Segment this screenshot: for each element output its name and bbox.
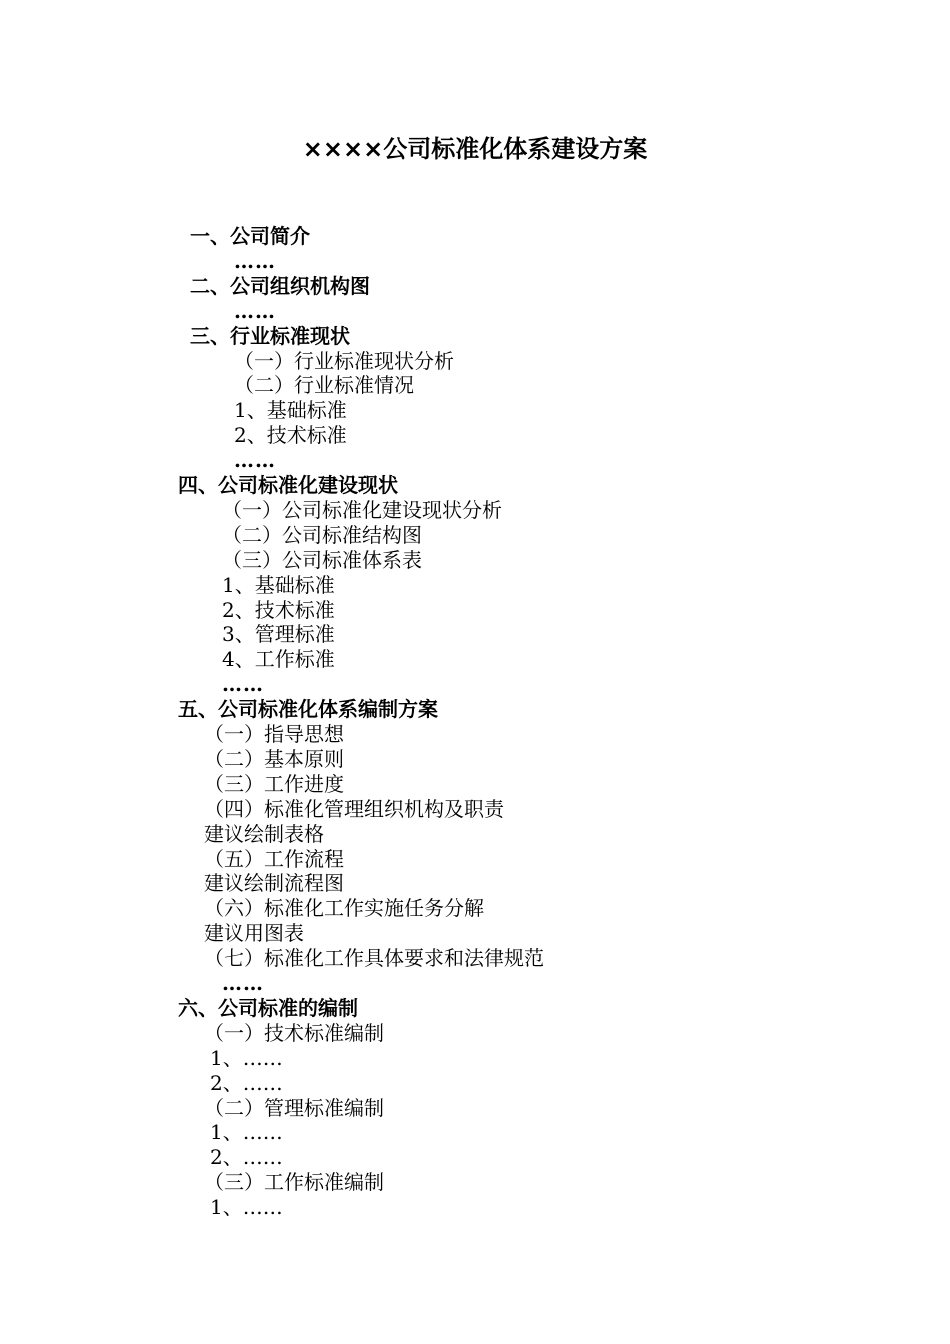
outline-line: （二）公司标准结构图 [222, 522, 422, 547]
outline-line: （四）标准化管理组织机构及职责 [204, 796, 504, 821]
outline-line: …… [234, 248, 276, 273]
outline-line: 1、基础标准 [234, 398, 347, 423]
outline-line: （一）技术标准编制 [204, 1020, 384, 1045]
outline-line: 2、技术标准 [222, 597, 335, 622]
outline-line: （二）管理标准编制 [204, 1095, 384, 1120]
outline-line: …… [234, 448, 276, 473]
page-title: ××××公司标准化体系建设方案 [302, 135, 648, 163]
outline-line: 1、基础标准 [222, 572, 335, 597]
outline-line: （五）工作流程 [204, 846, 344, 871]
outline-line: （二）行业标准情况 [234, 373, 414, 398]
outline-line: （一）行业标准现状分析 [234, 348, 454, 373]
outline-line: （三）公司标准体系表 [222, 547, 422, 572]
outline-line: （三）工作标准编制 [204, 1170, 384, 1195]
outline-line: 1、…… [210, 1045, 283, 1070]
outline-line: （三）工作进度 [204, 771, 344, 796]
outline-line: 二、公司组织机构图 [190, 273, 370, 298]
outline-line: 建议用图表 [204, 921, 304, 946]
outline-line: 2、…… [210, 1145, 283, 1170]
outline-line: （六）标准化工作实施任务分解 [204, 896, 484, 921]
outline-line: （七）标准化工作具体要求和法律规范 [204, 946, 544, 971]
outline-line: （一）指导思想 [204, 722, 344, 746]
outline-line: 建议绘制表格 [204, 821, 324, 846]
outline-line: 一、公司简介 [190, 224, 310, 248]
outline-line: （二）基本原则 [204, 746, 344, 771]
outline-line: （一）公司标准化建设现状分析 [222, 497, 502, 522]
outline-line: 4、工作标准 [222, 647, 335, 672]
outline-line: 3、管理标准 [222, 622, 335, 647]
outline-line: …… [222, 672, 264, 697]
outline-line: 四、公司标准化建设现状 [178, 473, 398, 497]
outline-line: …… [222, 971, 264, 995]
outline-line: 建议绘制流程图 [204, 871, 344, 896]
outline-line: 三、行业标准现状 [190, 323, 350, 348]
outline-line: 1、…… [210, 1120, 283, 1145]
outline-line: 2、技术标准 [234, 423, 347, 448]
outline-line: 1、…… [210, 1195, 283, 1220]
outline-line: …… [234, 298, 276, 323]
outline-line: 2、…… [210, 1070, 283, 1095]
outline-line: 五、公司标准化体系编制方案 [178, 697, 438, 722]
outline-line: 六、公司标准的编制 [178, 995, 358, 1020]
